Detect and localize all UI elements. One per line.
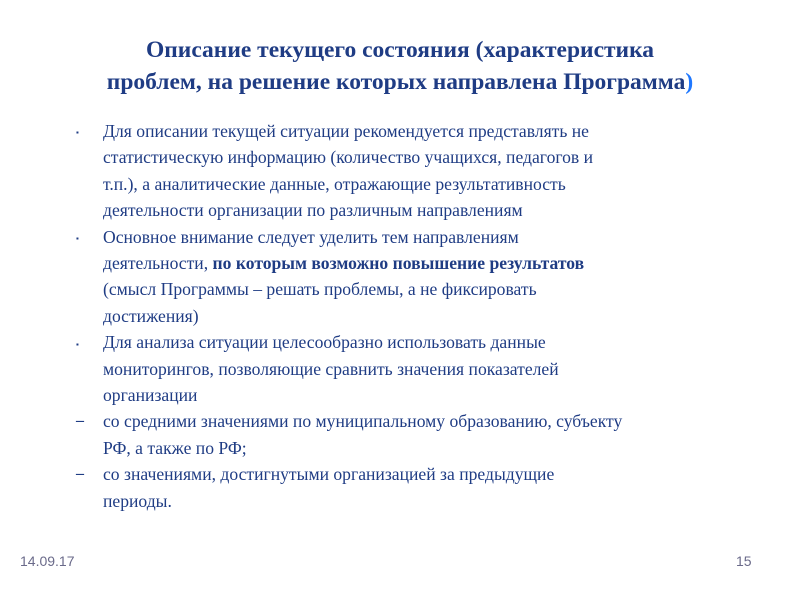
bullet-text-line: т.п.), а аналитические данные, отражающие результативность: [103, 173, 566, 194]
bullet-text-line: РФ, а также по РФ;: [103, 437, 247, 458]
bullet-text-line: со средними значениями по муниципальному образованию, субъекту: [103, 411, 623, 432]
bullet-square-marker: ▪: [76, 234, 79, 243]
bullet-text-bold: по которым возможно повышение результатов: [212, 253, 585, 274]
bullet-item: [103, 224, 773, 330]
bullet-text-plain: деятельности,: [103, 253, 213, 274]
title-line-1: Описание текущего состояния (характеристика: [145, 37, 655, 63]
bullet-item: [103, 329, 773, 408]
bullet-text-line: организации: [103, 385, 198, 406]
bullet-text-line: деятельности организации по различным направлениям: [103, 200, 523, 221]
title-line-2-text: проблем, на решение которых направлена Программа: [106, 69, 686, 95]
slide-title: [60, 34, 740, 98]
bullet-text-line: Основное внимание следует уделить тем направлениям: [103, 226, 519, 247]
bullet-text-line: Для описании текущей ситуации рекомендуется представлять не: [103, 121, 589, 141]
bullet-square-marker: ▪: [76, 128, 79, 137]
sub-item: [103, 461, 773, 514]
sub-item: [103, 408, 773, 461]
bullet-text-line: достижения): [103, 305, 199, 326]
bullet-text-line: статистическую информацию (количество учащихся, педагогов и: [103, 147, 594, 168]
bullet-text-line: (смысл Программы – решать проблемы, а не фиксировать: [103, 279, 537, 300]
page-number: 15: [736, 553, 752, 569]
footer-date: 14.09.17: [20, 553, 75, 569]
bullet-square-marker: ▪: [76, 340, 79, 349]
bullet-text-line: со значениями, достигнутыми организацией за предыдущие: [103, 464, 555, 485]
title-line-2: [60, 66, 740, 98]
slide-body: [103, 118, 773, 514]
bullet-dash-marker: –: [76, 412, 84, 429]
bullet-text-line: периоды.: [103, 490, 172, 511]
title-closing-paren: ): [685, 69, 694, 95]
bullet-item: [103, 118, 773, 224]
bullet-text-line: мониторингов, позволяющие сравнить значения показателей: [103, 358, 559, 379]
bullet-text-line: Для анализа ситуации целесообразно использовать данные: [103, 332, 546, 353]
bullet-dash-marker: –: [76, 465, 84, 482]
bullet-text-line: [103, 250, 773, 276]
